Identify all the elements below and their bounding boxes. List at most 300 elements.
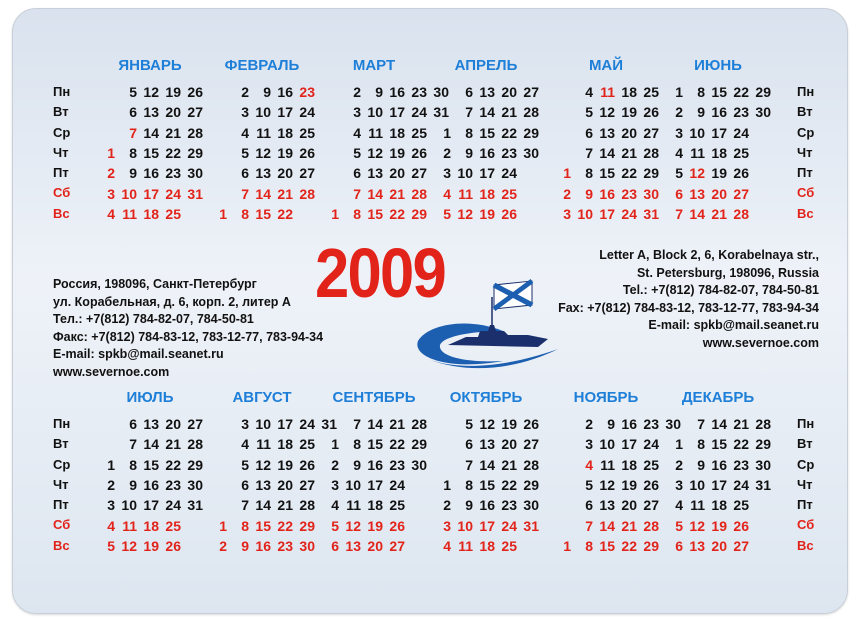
- day-cell: 7: [585, 144, 593, 161]
- weekday-label: Сб: [797, 517, 815, 533]
- day-cell: 23: [733, 456, 749, 473]
- day-cell: 30: [187, 476, 203, 493]
- day-cell: 4: [443, 537, 451, 554]
- day-cell: 27: [299, 476, 315, 493]
- day-cell: 30: [523, 497, 539, 514]
- day-cell: 31: [187, 497, 203, 514]
- day-cell: 24: [299, 104, 315, 121]
- weekday-label: Вт: [53, 436, 69, 452]
- day-cell: 16: [599, 185, 615, 202]
- day-cell: 14: [367, 416, 383, 432]
- day-cell: 8: [129, 144, 137, 161]
- day-cell: 19: [165, 84, 181, 100]
- day-cell: 12: [143, 84, 159, 100]
- day-cell: 1: [563, 165, 571, 182]
- day-cell: 28: [411, 416, 427, 432]
- day-cell: 12: [599, 476, 615, 493]
- day-cell: 31: [433, 104, 449, 121]
- day-cell: 11: [256, 124, 271, 141]
- month-title: СЕНТЯБРЬ: [332, 389, 416, 406]
- day-cell: 27: [523, 84, 539, 100]
- day-cell: 27: [733, 537, 749, 554]
- day-cell: 16: [143, 476, 159, 493]
- day-cell: 17: [599, 205, 615, 222]
- day-cell: 13: [479, 436, 495, 453]
- day-cell: 22: [389, 205, 405, 222]
- day-cell: 4: [585, 456, 593, 473]
- day-cell: 4: [675, 144, 683, 161]
- day-cell: 13: [345, 537, 361, 554]
- day-cell: 11: [256, 436, 271, 453]
- day-cell: 15: [599, 165, 615, 182]
- day-cell: 17: [277, 416, 293, 432]
- day-cell: 24: [299, 416, 315, 432]
- weekday-label: Сб: [53, 185, 71, 201]
- day-cell: 12: [255, 144, 271, 161]
- day-cell: 14: [143, 124, 159, 141]
- day-cell: 14: [255, 497, 271, 514]
- day-cell: 3: [443, 517, 451, 534]
- day-cell: 28: [643, 144, 659, 161]
- day-cell: 20: [501, 84, 517, 100]
- day-cell: 2: [331, 456, 339, 473]
- year-title: 2009: [315, 234, 446, 312]
- day-cell: 17: [621, 436, 637, 453]
- day-cell: 26: [643, 476, 659, 493]
- day-cell: 17: [711, 476, 727, 493]
- day-cell: 4: [331, 497, 339, 514]
- day-cell: 18: [711, 497, 727, 514]
- day-cell: 23: [165, 165, 181, 182]
- day-cell: 13: [689, 185, 705, 202]
- address-line: Letter A, Block 2, 6, Korabelnaya str.,: [599, 248, 819, 262]
- day-cell: 27: [643, 124, 659, 141]
- day-cell: 26: [733, 517, 749, 534]
- day-cell: 12: [689, 165, 705, 182]
- day-cell: 27: [411, 165, 427, 182]
- day-cell: 29: [299, 517, 315, 534]
- day-cell: 1: [675, 84, 683, 100]
- day-cell: 10: [255, 104, 271, 121]
- day-cell: 4: [353, 124, 361, 141]
- day-cell: 18: [479, 537, 495, 554]
- day-cell: 1: [219, 205, 227, 222]
- day-cell: 18: [621, 84, 637, 100]
- day-cell: 3: [353, 104, 361, 121]
- day-cell: 23: [501, 144, 517, 161]
- day-cell: 15: [143, 144, 159, 161]
- day-cell: 31: [321, 416, 337, 432]
- day-cell: 25: [501, 537, 517, 554]
- day-cell: 25: [643, 456, 659, 473]
- day-cell: 30: [411, 456, 427, 473]
- weekday-label: Ср: [797, 124, 815, 140]
- month-title: МАРТ: [352, 57, 396, 74]
- day-cell: 16: [479, 497, 495, 514]
- day-cell: 17: [143, 497, 159, 514]
- day-cell: 30: [523, 144, 539, 161]
- day-cell: 25: [643, 84, 659, 100]
- day-cell: 28: [187, 436, 203, 453]
- day-cell: 1: [443, 124, 451, 141]
- day-cell: 17: [143, 185, 159, 202]
- day-cell: 5: [107, 537, 115, 554]
- day-cell: 26: [299, 144, 315, 161]
- day-cell: 17: [479, 517, 495, 534]
- weekday-label: Вс: [797, 205, 814, 221]
- address-line: St. Petersburg, 198096, Russia: [636, 265, 819, 280]
- day-cell: 6: [675, 185, 683, 202]
- day-cell: 15: [479, 124, 495, 141]
- day-cell: 31: [755, 476, 771, 493]
- day-cell: 4: [241, 436, 249, 453]
- day-cell: 11: [122, 517, 137, 534]
- ship-logo: [408, 279, 568, 384]
- day-cell: 6: [585, 124, 593, 141]
- day-cell: 1: [331, 205, 339, 222]
- day-cell: 23: [501, 497, 517, 514]
- day-cell: 8: [129, 456, 137, 473]
- day-cell: 9: [585, 185, 593, 202]
- day-cell: 6: [465, 84, 473, 100]
- day-cell: 25: [165, 517, 181, 534]
- day-cell: 9: [697, 104, 705, 121]
- day-cell: 19: [711, 517, 727, 534]
- address-line: Россия, 198096, Санкт-Петербург: [53, 277, 257, 291]
- day-cell: 10: [121, 185, 137, 202]
- day-cell: 14: [479, 456, 495, 473]
- day-cell: 28: [733, 205, 749, 222]
- day-cell: 21: [277, 497, 293, 514]
- day-cell: 26: [389, 517, 405, 534]
- day-cell: 22: [621, 537, 637, 554]
- day-cell: 15: [367, 205, 383, 222]
- day-cell: 13: [143, 416, 159, 432]
- day-cell: 12: [599, 104, 615, 121]
- day-cell: 30: [665, 416, 681, 432]
- day-cell: 3: [585, 436, 593, 453]
- day-cell: 31: [643, 205, 659, 222]
- month-title: ФЕВРАЛЬ: [224, 57, 300, 74]
- day-cell: 5: [241, 456, 249, 473]
- day-cell: 27: [299, 165, 315, 182]
- day-cell: 3: [241, 104, 249, 121]
- day-cell: 15: [599, 537, 615, 554]
- day-cell: 9: [697, 456, 705, 473]
- day-cell: 18: [621, 456, 637, 473]
- day-cell: 24: [501, 517, 517, 534]
- day-cell: 10: [345, 476, 361, 493]
- day-cell: 7: [465, 456, 473, 473]
- day-cell: 2: [443, 144, 451, 161]
- day-cell: 25: [411, 124, 427, 141]
- day-cell: 26: [411, 144, 427, 161]
- weekday-label: Сб: [53, 517, 71, 533]
- day-cell: 25: [733, 144, 749, 161]
- day-cell: 22: [165, 456, 181, 473]
- day-cell: 3: [443, 165, 451, 182]
- day-cell: 22: [501, 476, 517, 493]
- day-cell: 14: [479, 104, 495, 121]
- day-cell: 17: [389, 104, 405, 121]
- day-cell: 31: [523, 517, 539, 534]
- day-cell: 30: [755, 456, 771, 473]
- day-cell: 29: [411, 205, 427, 222]
- weekday-label: Чт: [53, 476, 69, 492]
- day-cell: 5: [241, 144, 249, 161]
- day-cell: 4: [443, 185, 451, 202]
- day-cell: 28: [411, 185, 427, 202]
- weekday-label: Вт: [797, 436, 813, 452]
- day-cell: 4: [107, 205, 115, 222]
- month-title: МАЙ: [588, 57, 624, 74]
- month-title: ИЮНЬ: [694, 57, 742, 74]
- month-title: АПРЕЛЬ: [454, 57, 518, 74]
- day-cell: 25: [299, 124, 315, 141]
- day-cell: 4: [107, 517, 115, 534]
- day-cell: 13: [255, 165, 271, 182]
- day-cell: 3: [331, 476, 339, 493]
- day-cell: 29: [523, 476, 539, 493]
- day-cell: 9: [607, 416, 615, 432]
- day-cell: 9: [241, 537, 249, 554]
- day-cell: 8: [241, 205, 249, 222]
- day-cell: 7: [129, 124, 137, 141]
- day-cell: 10: [121, 497, 137, 514]
- day-cell: 27: [187, 416, 203, 432]
- day-cell: 27: [643, 497, 659, 514]
- day-cell: 3: [675, 124, 683, 141]
- day-cell: 12: [121, 537, 137, 554]
- day-cell: 28: [187, 124, 203, 141]
- day-cell: 22: [389, 436, 405, 453]
- day-cell: 19: [621, 104, 637, 121]
- day-cell: 17: [367, 476, 383, 493]
- day-cell: 22: [733, 84, 749, 100]
- day-cell: 14: [143, 436, 159, 453]
- day-cell: 18: [389, 124, 405, 141]
- day-cell: 27: [389, 537, 405, 554]
- day-cell: 28: [755, 416, 771, 432]
- day-cell: 21: [501, 456, 517, 473]
- day-cell: 8: [241, 517, 249, 534]
- weekday-label: Пт: [53, 497, 69, 513]
- day-cell: 16: [255, 537, 271, 554]
- day-cell: 7: [675, 205, 683, 222]
- day-cell: 6: [353, 165, 361, 182]
- day-cell: 11: [600, 84, 615, 100]
- day-cell: 21: [733, 416, 749, 432]
- day-cell: 30: [299, 537, 315, 554]
- day-cell: 18: [367, 497, 383, 514]
- day-cell: 21: [389, 185, 405, 202]
- day-cell: 31: [187, 185, 203, 202]
- day-cell: 18: [479, 185, 495, 202]
- day-cell: 26: [299, 456, 315, 473]
- weekday-labels-bottom-left: [53, 414, 83, 556]
- day-cell: 10: [457, 165, 473, 182]
- weekday-label: Пт: [797, 165, 813, 181]
- day-cell: 18: [277, 436, 293, 453]
- day-cell: 6: [675, 537, 683, 554]
- day-cell: 3: [563, 205, 571, 222]
- day-cell: 30: [187, 165, 203, 182]
- weekday-label: Пн: [53, 416, 71, 431]
- phone-line: Тел.: +7(812) 784-82-07, 784-50-81: [53, 312, 254, 326]
- day-cell: 11: [122, 205, 137, 222]
- day-cell: 29: [755, 84, 771, 100]
- day-cell: 30: [643, 185, 659, 202]
- day-cell: 7: [465, 104, 473, 121]
- weekday-label: Пн: [53, 84, 71, 99]
- day-cell: 14: [599, 517, 615, 534]
- weekday-label: Вт: [797, 104, 813, 120]
- day-cell: 23: [643, 416, 659, 432]
- day-cell: 7: [241, 185, 249, 202]
- day-cell: 16: [711, 456, 727, 473]
- day-cell: 19: [367, 517, 383, 534]
- day-cell: 4: [585, 84, 593, 100]
- day-cell: 2: [675, 104, 683, 121]
- day-cell: 15: [479, 476, 495, 493]
- weekday-label: Пн: [797, 84, 815, 99]
- day-cell: 5: [675, 517, 683, 534]
- month-title: НОЯБРЬ: [573, 389, 639, 406]
- day-cell: 11: [368, 124, 383, 141]
- day-cell: 29: [755, 436, 771, 453]
- day-cell: 8: [353, 436, 361, 453]
- day-cell: 3: [241, 416, 249, 432]
- day-cell: 29: [187, 144, 203, 161]
- weekday-label: Пн: [797, 416, 815, 431]
- address-line: ул. Корабельная, д. 6, корп. 2, литер А: [53, 294, 291, 309]
- day-cell: 22: [165, 144, 181, 161]
- day-cell: 11: [458, 537, 473, 554]
- fax-line: Факс: +7(812) 784-83-12, 783-12-77, 783-94-34: [53, 329, 324, 344]
- day-cell: 14: [711, 416, 727, 432]
- day-cell: 1: [563, 537, 571, 554]
- day-cell: 19: [143, 537, 159, 554]
- day-cell: 12: [689, 517, 705, 534]
- day-cell: 17: [277, 104, 293, 121]
- day-cell: 6: [129, 416, 137, 432]
- day-cell: 16: [277, 84, 293, 100]
- day-cell: 2: [241, 84, 249, 100]
- day-cell: 13: [367, 165, 383, 182]
- day-cell: 8: [585, 537, 593, 554]
- day-cell: 10: [599, 436, 615, 453]
- day-cell: 30: [433, 84, 449, 100]
- day-cell: 10: [689, 124, 705, 141]
- calendar-card: [12, 8, 848, 614]
- day-cell: 26: [165, 537, 181, 554]
- day-cell: 19: [621, 476, 637, 493]
- day-cell: 18: [143, 205, 159, 222]
- day-cell: 22: [277, 517, 293, 534]
- day-cell: 22: [621, 165, 637, 182]
- day-cell: 20: [501, 436, 517, 453]
- day-cell: 7: [129, 436, 137, 453]
- day-cell: 15: [143, 456, 159, 473]
- day-cell: 7: [241, 497, 249, 514]
- day-cell: 8: [697, 436, 705, 453]
- day-cell: 24: [643, 436, 659, 453]
- day-cell: 9: [465, 497, 473, 514]
- day-cell: 25: [733, 497, 749, 514]
- day-cell: 24: [389, 476, 405, 493]
- day-cell: 5: [585, 104, 593, 121]
- day-cell: 24: [165, 497, 181, 514]
- day-cell: 11: [600, 456, 615, 473]
- day-cell: 18: [277, 124, 293, 141]
- day-cell: 24: [165, 185, 181, 202]
- day-cell: 14: [367, 185, 383, 202]
- day-cell: 12: [345, 517, 361, 534]
- day-cell: 23: [621, 185, 637, 202]
- day-cell: 27: [733, 185, 749, 202]
- day-cell: 15: [255, 205, 271, 222]
- month-title: ДЕКАБРЬ: [681, 389, 755, 406]
- day-cell: 24: [733, 476, 749, 493]
- day-cell: 8: [465, 476, 473, 493]
- day-cell: 20: [165, 104, 181, 121]
- weekday-label: Пт: [53, 165, 69, 181]
- day-cell: 13: [255, 476, 271, 493]
- day-cell: 19: [501, 416, 517, 432]
- day-cell: 23: [165, 476, 181, 493]
- day-cell: 10: [255, 416, 271, 432]
- day-cell: 20: [277, 476, 293, 493]
- day-cell: 13: [143, 104, 159, 121]
- weekday-label: Ср: [53, 456, 71, 472]
- day-cell: 15: [367, 436, 383, 453]
- day-cell: 27: [523, 436, 539, 453]
- day-cell: 19: [277, 144, 293, 161]
- day-cell: 21: [277, 185, 293, 202]
- day-cell: 25: [299, 436, 315, 453]
- ship-logo-graphic: [408, 279, 568, 379]
- email-line: E-mail: spkb@mail.seanet.ru: [53, 347, 224, 361]
- day-cell: 2: [219, 537, 227, 554]
- weekday-labels-top-left: [53, 82, 83, 224]
- day-cell: 9: [129, 476, 137, 493]
- day-cell: 19: [711, 165, 727, 182]
- day-cell: 26: [643, 104, 659, 121]
- weekday-label: Чт: [797, 476, 813, 492]
- weekday-label: Вс: [53, 537, 70, 553]
- day-cell: 26: [523, 416, 539, 432]
- day-cell: 4: [675, 497, 683, 514]
- day-cell: 10: [689, 476, 705, 493]
- day-cell: 28: [523, 104, 539, 121]
- day-cell: 16: [143, 165, 159, 182]
- day-cell: 24: [733, 124, 749, 141]
- day-cell: 10: [457, 517, 473, 534]
- day-cell: 28: [299, 497, 315, 514]
- day-cell: 23: [277, 537, 293, 554]
- day-cell: 6: [241, 476, 249, 493]
- day-cell: 11: [458, 185, 473, 202]
- day-cell: 2: [443, 497, 451, 514]
- day-cell: 8: [585, 165, 593, 182]
- day-cell: 29: [643, 537, 659, 554]
- day-cell: 24: [411, 104, 427, 121]
- day-cell: 12: [479, 416, 495, 432]
- day-cell: 2: [675, 456, 683, 473]
- day-cell: 3: [675, 476, 683, 493]
- day-cell: 12: [457, 205, 473, 222]
- day-cell: 1: [331, 436, 339, 453]
